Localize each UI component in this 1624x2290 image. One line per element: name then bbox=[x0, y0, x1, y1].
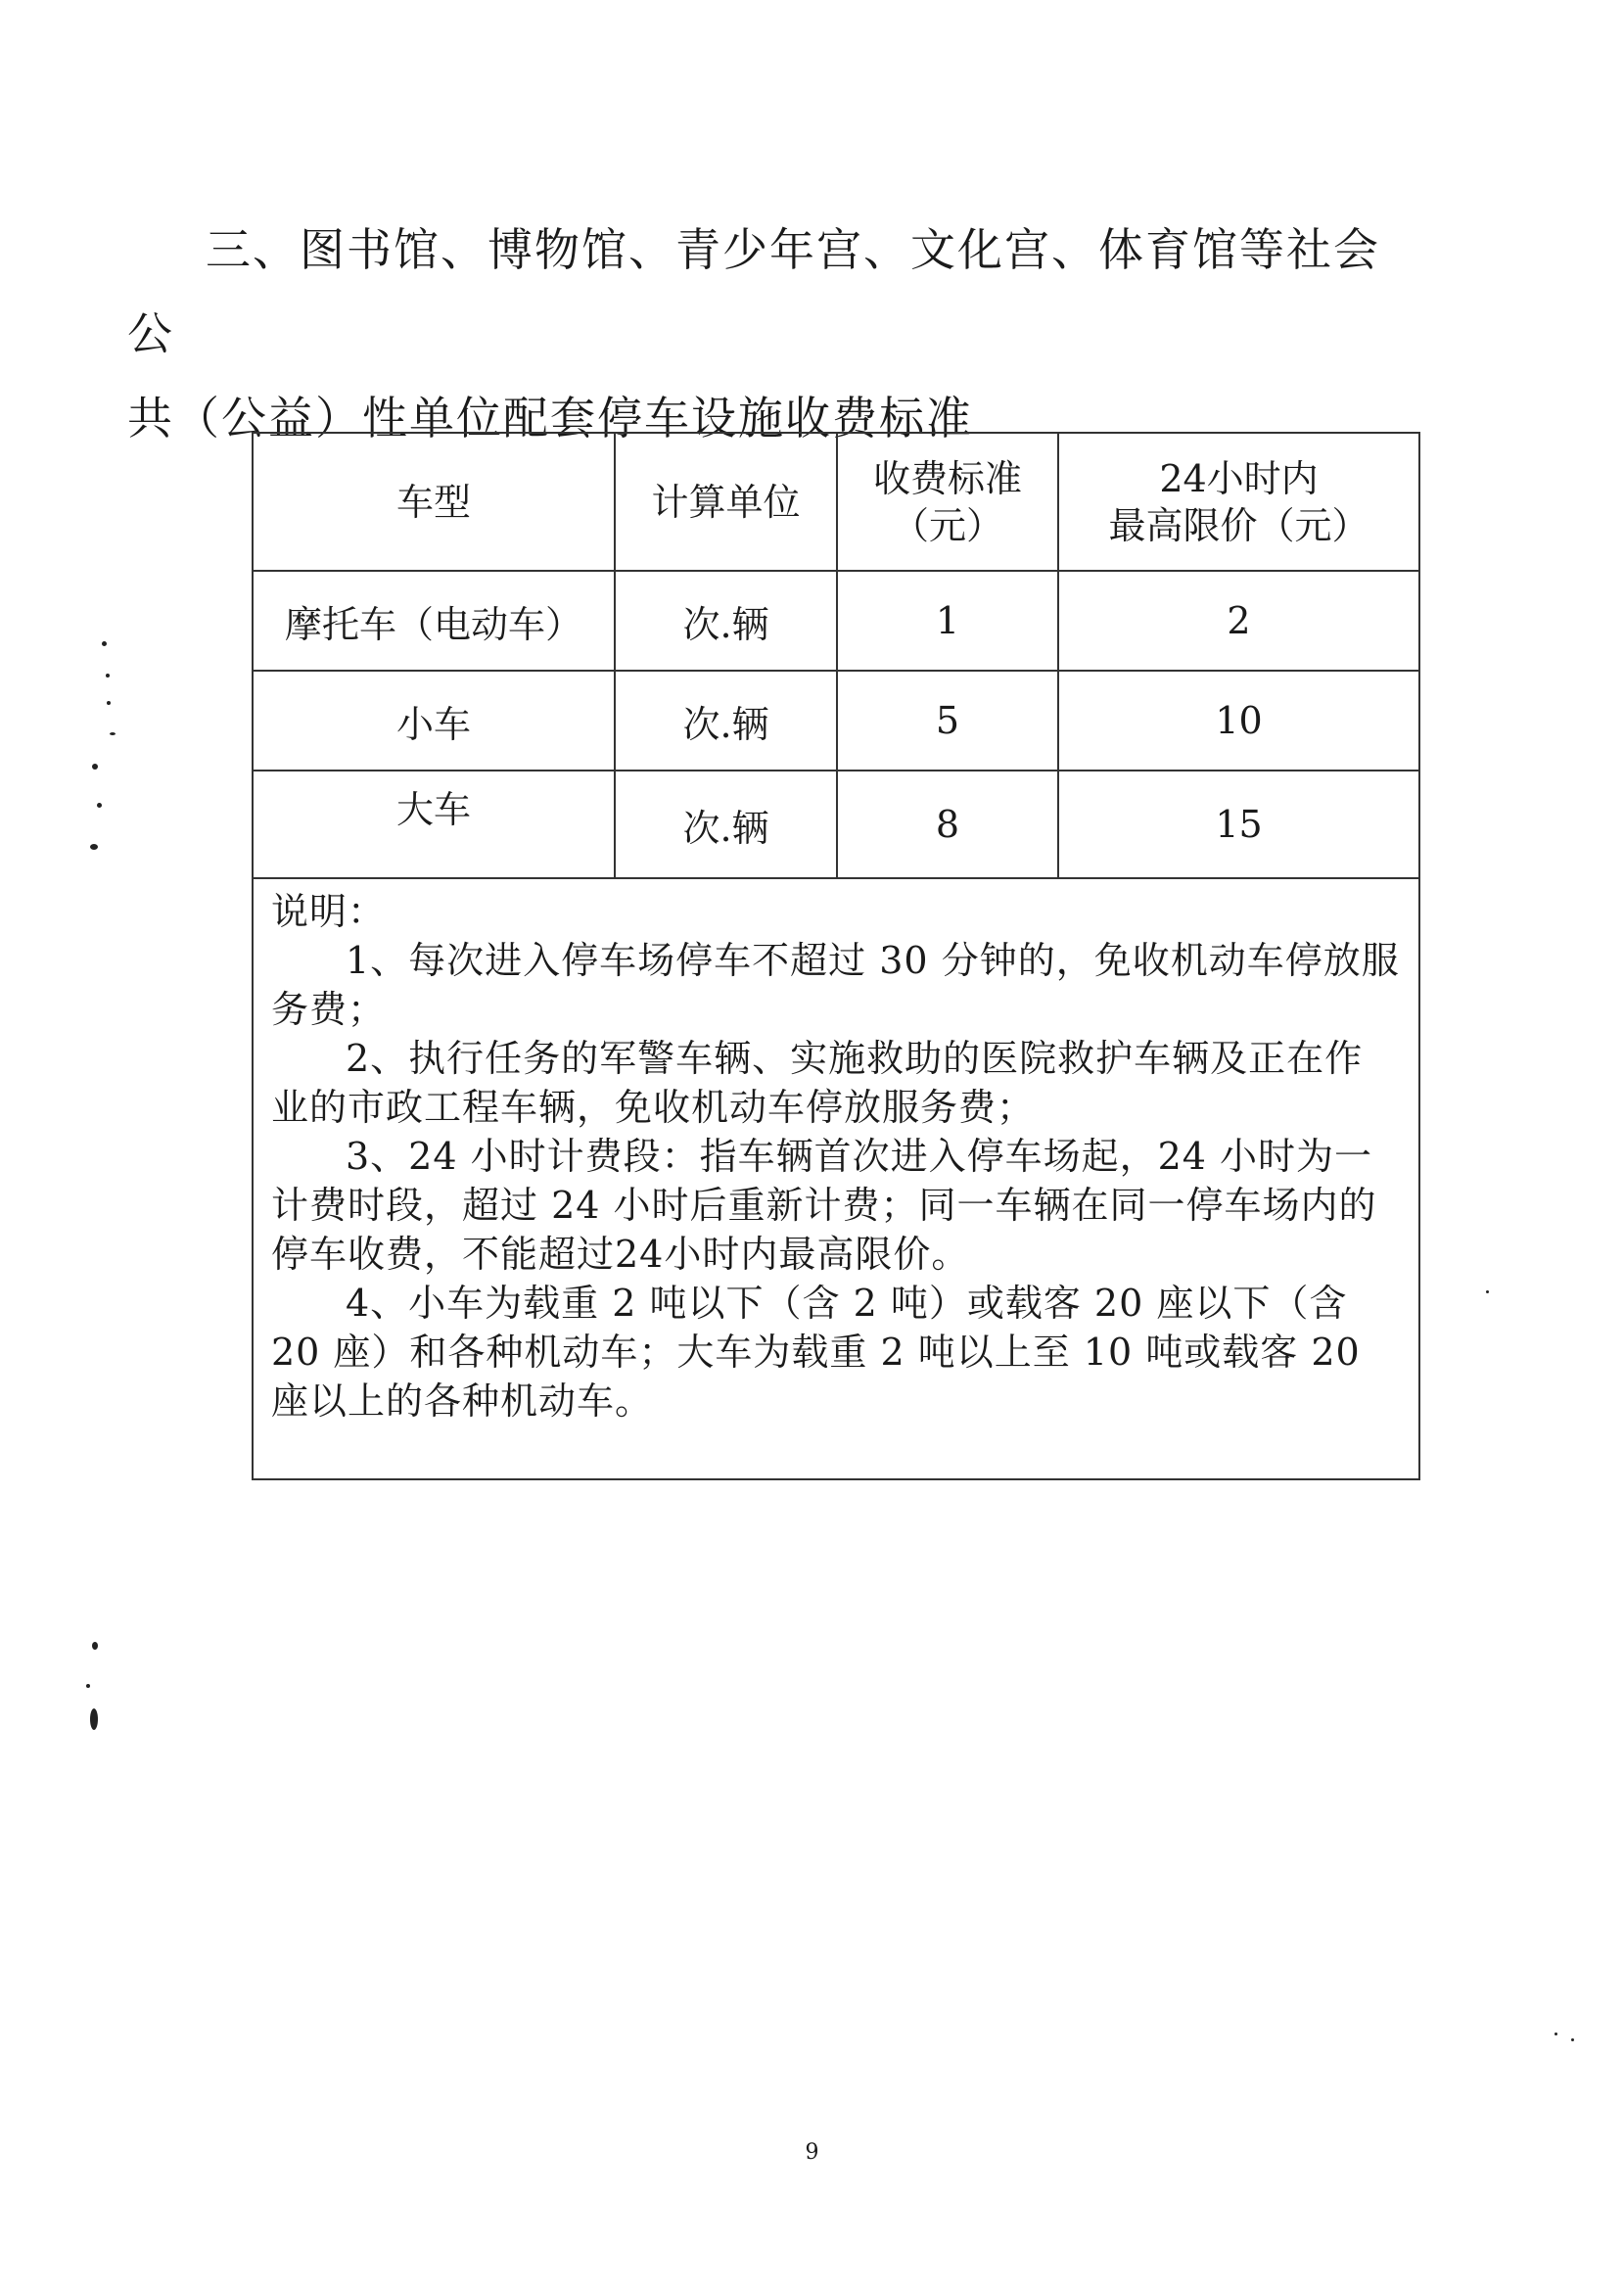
scan-speck bbox=[86, 1684, 90, 1688]
cell-max-price: 2 bbox=[1058, 571, 1419, 671]
cell-max-price: 15 bbox=[1058, 771, 1419, 878]
note-item-4: 4、小车为载重 2 吨以下（含 2 吨）或载客 20 座以下（含 20 座）和各种机动车；大车为载重 2 吨以上至 10 吨或载客 20 座以上的各种机动车。 bbox=[271, 1282, 1361, 1423]
scan-speck bbox=[1486, 1290, 1489, 1293]
header-unit: 计算单位 bbox=[615, 433, 837, 571]
table-header-row bbox=[253, 433, 1419, 571]
header-fee-line-2: （元） bbox=[891, 503, 1003, 547]
note-item-3: 3、24 小时计费段：指车辆首次进入停车场起，24 小时为一计费时段，超过 24 小时后重新计费；同一车辆在同一停车场内的停车收费，不能超过24小时内最高限价。 bbox=[271, 1135, 1377, 1276]
notes-row bbox=[253, 878, 1419, 1479]
scan-speck bbox=[106, 674, 110, 678]
header-fee-line-1: 收费标准 bbox=[872, 456, 1022, 500]
section-heading bbox=[127, 208, 1390, 460]
note-item-2: 2、执行任务的军警车辆、实施救助的医院救护车辆及正在作业的市政工程车辆，免收机动车停放服务费； bbox=[271, 1037, 1364, 1129]
scan-speck bbox=[107, 701, 111, 705]
header-max-line-1: 24小时内 bbox=[1159, 456, 1319, 500]
scan-speck bbox=[90, 844, 98, 850]
scan-speck bbox=[1571, 2038, 1574, 2041]
scan-speck bbox=[110, 732, 116, 735]
header-max-price bbox=[1058, 433, 1419, 571]
notes-title: 说明： bbox=[271, 890, 387, 933]
cell-vehicle-type: 摩托车（电动车） bbox=[253, 571, 615, 671]
scan-speck bbox=[92, 1642, 98, 1650]
parking-fee-table bbox=[252, 432, 1420, 1480]
scan-speck bbox=[97, 803, 102, 808]
cell-fee: 5 bbox=[837, 671, 1058, 771]
cell-max-price: 10 bbox=[1058, 671, 1419, 771]
cell-fee: 1 bbox=[837, 571, 1058, 671]
table-row bbox=[253, 671, 1419, 771]
heading-line-1: 三、图书馆、博物馆、青少年宫、文化宫、体育馆等社会公 bbox=[127, 223, 1380, 360]
page-number: 9 bbox=[805, 2140, 819, 2165]
table-row bbox=[253, 571, 1419, 671]
scan-speck bbox=[102, 641, 107, 646]
cell-unit: 次.辆 bbox=[615, 571, 837, 671]
header-vehicle-type: 车型 bbox=[253, 433, 615, 571]
cell-vehicle-type: 大车 bbox=[253, 771, 615, 878]
header-fee bbox=[837, 433, 1058, 571]
scan-speck bbox=[1554, 2033, 1557, 2035]
heading-line-2: 共（公益）性单位配套停车设施收费标准 bbox=[127, 392, 973, 444]
cell-vehicle-type: 小车 bbox=[253, 671, 615, 771]
table-row bbox=[253, 771, 1419, 878]
notes-cell bbox=[253, 878, 1419, 1479]
scan-speck bbox=[92, 764, 98, 770]
cell-unit: 次.辆 bbox=[615, 771, 837, 878]
note-item-1: 1、每次进入停车场停车不超过 30 分钟的，免收机动车停放服务费； bbox=[271, 939, 1400, 1031]
cell-fee: 8 bbox=[837, 771, 1058, 878]
header-max-line-2: 最高限价（元） bbox=[1108, 503, 1369, 547]
scan-speck bbox=[90, 1708, 98, 1730]
cell-unit: 次.辆 bbox=[615, 671, 837, 771]
